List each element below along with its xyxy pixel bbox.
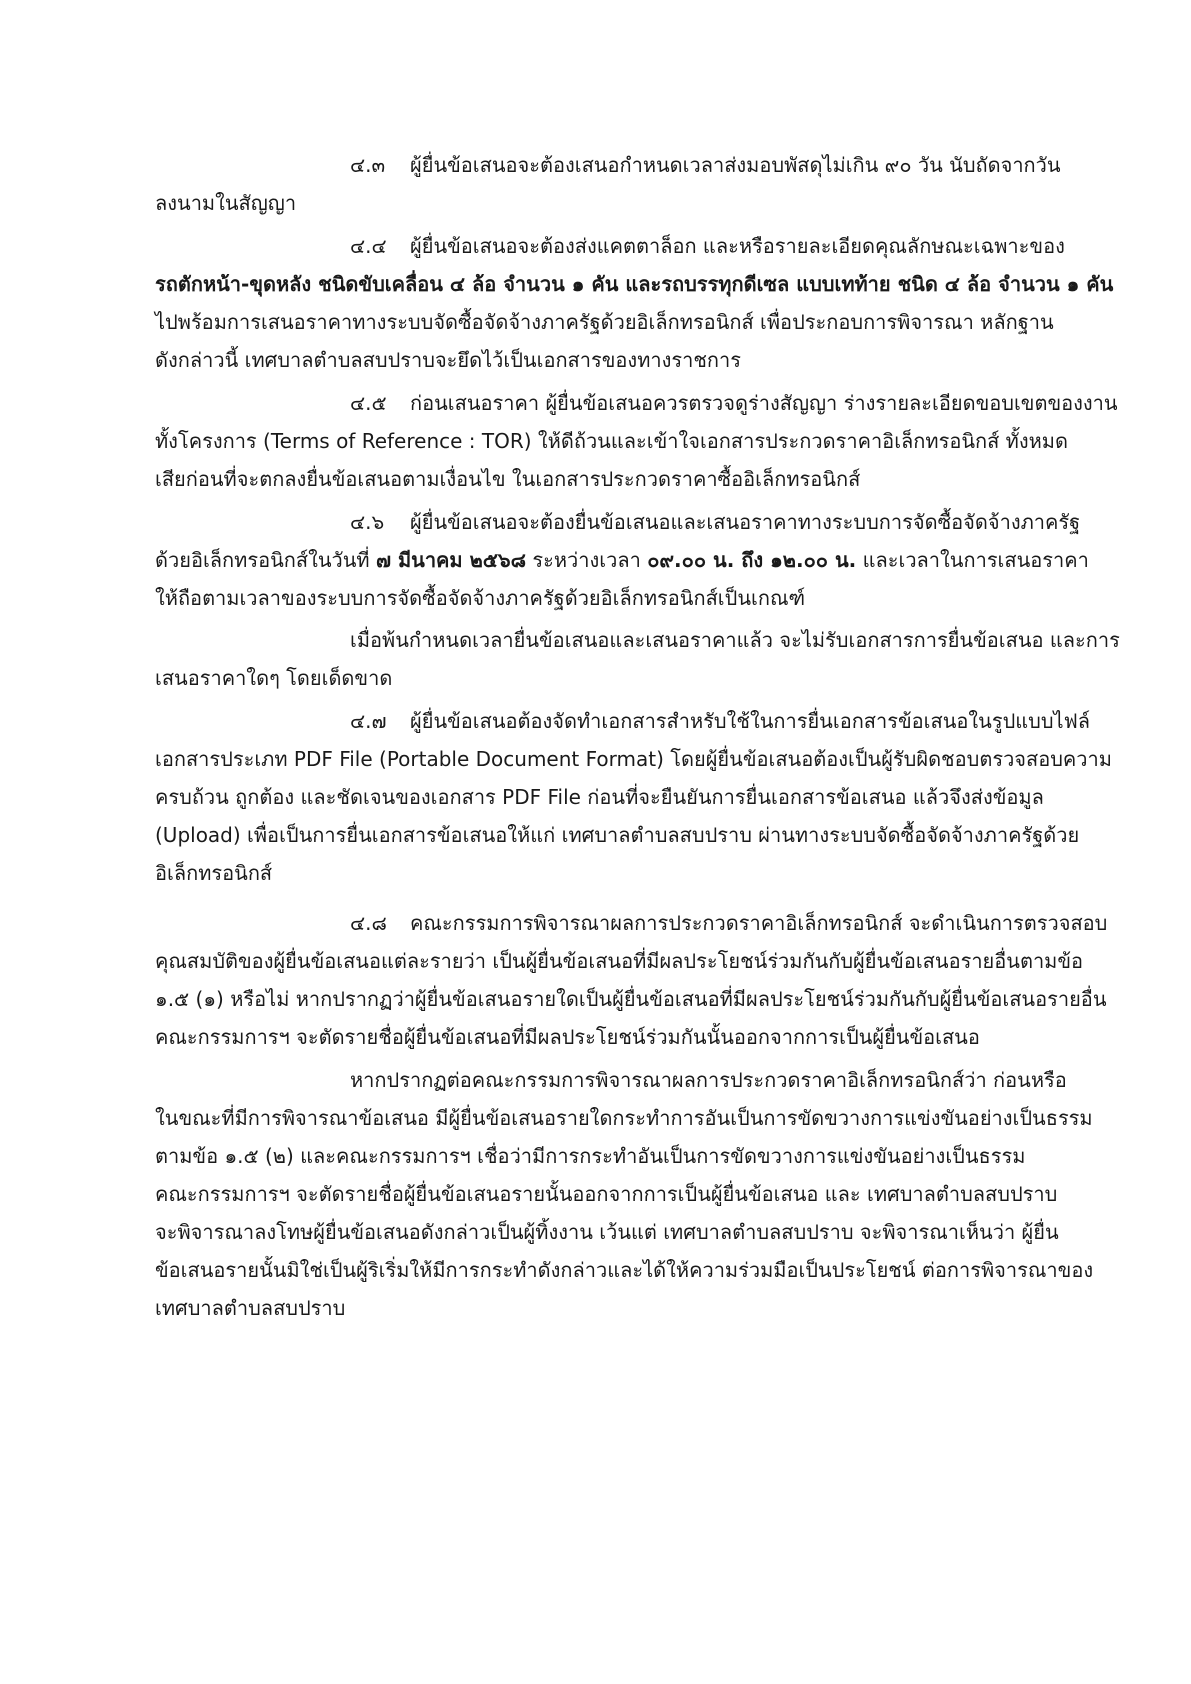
paragraph-obstruction-line-7: เทศบาลตำบลสบปราบ	[155, 1296, 346, 1320]
paragraph-4-7-line-2: เอกสารประเภท PDF File (Portable Document Format) โดยผู้ยื่นข้อเสนอต้องเป็นผู้รับผิดชอบตรวจสอบความ	[155, 747, 1112, 771]
paragraph-obstruction-line-2: ในขณะที่มีการพิจารณาข้อเสนอ มีผู้ยื่นข้อเสนอรายใดกระทำการอันเป็นการขัดขวางการแข่งขันอย่างเป็นธรรม	[155, 1106, 1093, 1130]
paragraph-obstruction-line-4: คณะกรรมการฯ จะตัดรายชื่อผู้ยื่นข้อเสนอรายนั้นออกจากการเป็นผู้ยื่นข้อเสนอ และ เทศบาลตำบลสบปราบ	[155, 1182, 1058, 1206]
paragraph-4-3-line-2: ลงนามในสัญญา	[155, 191, 297, 215]
paragraph-4-7-line-4: (Upload) เพื่อเป็นการยื่นเอกสารข้อเสนอให้แก่ เทศบาลตำบลสบปราบ ผ่านทางระบบจัดซื้อจัดจ้างภาครัฐด้วย	[155, 823, 1080, 847]
submission-time: ๐๙.๐๐ น. ถึง ๑๒.๐๐ น.	[647, 548, 857, 572]
paragraph-4-8-line-2: คุณสมบัติของผู้ยื่นข้อเสนอแต่ละรายว่า เป็นผู้ยื่นข้อเสนอที่มีผลประโยชน์ร่วมกันกับผู้ยื่นข้อเสนอรายอื่นตามข้อ	[155, 949, 1084, 973]
paragraph-4-8-line-1: ๔.๘ คณะกรรมการพิจารณาผลการประกวดราคาอิเล็กทรอนิกส์ จะดำเนินการตรวจสอบ	[350, 905, 1112, 941]
paragraph-obstruction-line-6: ข้อเสนอรายนั้นมิใช่เป็นผู้ริเริ่มให้มีการกระทำดังกล่าวและได้ให้ความร่วมมือเป็นประโยชน์ ต่อการพิจารณาของ	[155, 1258, 1094, 1282]
paragraph-obstruction-line-5: จะพิจารณาลงโทษผู้ยื่นข้อเสนอดังกล่าวเป็นผู้ทิ้งงาน เว้นแต่ เทศบาลตำบลสบปราบ จะพิจารณาเห็นว่า ผู้ยื่น	[155, 1220, 1059, 1244]
clause-number: ๔.๔	[350, 234, 387, 258]
paragraph-4-7-line-5: อิเล็กทรอนิกส์	[155, 861, 273, 885]
paragraph-obstruction-line-1: หากปรากฏต่อคณะกรรมการพิจารณาผลการประกวดราคาอิเล็กทรอนิกส์ว่า ก่อนหรือ	[350, 1068, 1067, 1092]
paragraph-4-6-line-3: ให้ถือตามเวลาของระบบการจัดซื้อจัดจ้างภาครัฐด้วยอิเล็กทรอนิกส์เป็นเกณฑ์	[155, 586, 806, 610]
paragraph-4-8-line-3: ๑.๕ (๑) หรือไม่ หากปรากฏว่าผู้ยื่นข้อเสนอรายใดเป็นผู้ยื่นข้อเสนอที่มีผลประโยชน์ร่วมกันกับผู้ยื่นข้อเสนอรายอื่น	[155, 987, 1107, 1011]
paragraph-4-7-line-1: ๔.๗ ผู้ยื่นข้อเสนอต้องจัดทำเอกสารสำหรับใช้ในการยื่นเอกสารข้อเสนอในรูปแบบไฟล์	[350, 703, 1112, 739]
clause-number: ๔.๘	[350, 911, 387, 935]
paragraph-4-5-line-2: ทั้งโครงการ (Terms of Reference : TOR) ให้ดีถ้วนและเข้าใจเอกสารประกวดราคาอิเล็กทรอนิกส์ ทั้งหมด	[155, 429, 1068, 453]
paragraph-4-5-line-1: ๔.๕ ก่อนเสนอราคา ผู้ยื่นข้อเสนอควรตรวจดูร่างสัญญา ร่างรายละเอียดขอบเขตของงาน	[350, 385, 1112, 421]
paragraph-4-7-line-3: ครบถ้วน ถูกต้อง และชัดเจนของเอกสาร PDF File ก่อนที่จะยืนยันการยื่นเอกสารข้อเสนอ แล้วจึงส่งข้อมูล	[155, 785, 1044, 809]
clause-number: ๔.๗	[350, 709, 387, 733]
paragraph-4-6-line-1: ๔.๖ ผู้ยื่นข้อเสนอจะต้องยื่นข้อเสนอและเสนอราคาทางระบบการจัดซื้อจัดจ้างภาครัฐ	[350, 504, 1112, 540]
paragraph-4-8-line-4: คณะกรรมการฯ จะตัดรายชื่อผู้ยื่นข้อเสนอที่มีผลประโยชน์ร่วมกันนั้นออกจากการเป็นผู้ยื่นข้อเสนอ	[155, 1025, 980, 1049]
paragraph-4-4-line-1: ๔.๔ ผู้ยื่นข้อเสนอจะต้องส่งแคตตาล็อก และหรือรายละเอียดคุณลักษณะเฉพาะของ	[350, 228, 1112, 264]
paragraph-4-4-line-3: ไปพร้อมการเสนอราคาทางระบบจัดซื้อจัดจ้างภาครัฐด้วยอิเล็กทรอนิกส์ เพื่อประกอบการพิจารณา หลักฐาน	[155, 310, 1054, 334]
paragraph-4-3-line-1: ๔.๓ ผู้ยื่นข้อเสนอจะต้องเสนอกำหนดเวลาส่งมอบพัสดุไม่เกิน ๙๐ วัน นับถัดจากวัน	[350, 147, 1112, 183]
paragraph-obstruction-line-3: ตามข้อ ๑.๕ (๒) และคณะกรรมการฯ เชื่อว่ามีการกระทำอันเป็นการขัดขวางการแข่งขันอย่างเป็นธรรม	[155, 1144, 1026, 1168]
paragraph-deadline-line-1: เมื่อพ้นกำหนดเวลายื่นข้อเสนอและเสนอราคาแล้ว จะไม่รับเอกสารการยื่นข้อเสนอ และการ	[350, 628, 1120, 652]
paragraph-4-4-line-2: รถตักหน้า-ขุดหลัง ชนิดขับเคลื่อน ๔ ล้อ จำนวน ๑ คัน และรถบรรทุกดีเซล แบบเทท้าย ชนิด ๔ ล้อ จำนวน ๑ คัน	[155, 272, 1114, 296]
clause-number: ๔.๓	[350, 153, 386, 177]
paragraph-deadline-line-2: เสนอราคาใดๆ โดยเด็ดขาด	[155, 666, 393, 690]
paragraph-4-5-line-3: เสียก่อนที่จะตกลงยื่นข้อเสนอตามเงื่อนไข ในเอกสารประกวดราคาซื้ออิเล็กทรอนิกส์	[155, 467, 861, 491]
submission-date: ๗ มีนาคม ๒๕๖๘	[375, 548, 527, 572]
clause-number: ๔.๕	[350, 391, 387, 415]
paragraph-4-4-line-4: ดังกล่าวนี้ เทศบาลตำบลสบปราบจะยึดไว้เป็นเอกสารของทางราชการ	[155, 348, 741, 372]
clause-number: ๔.๖	[350, 510, 385, 534]
paragraph-4-6-line-2: ด้วยอิเล็กทรอนิกส์ในวันที่ ๗ มีนาคม ๒๕๖๘ ระหว่างเวลา ๐๙.๐๐ น. ถึง ๑๒.๐๐ น. และเวลาในการเสนอราคา	[155, 548, 1089, 572]
